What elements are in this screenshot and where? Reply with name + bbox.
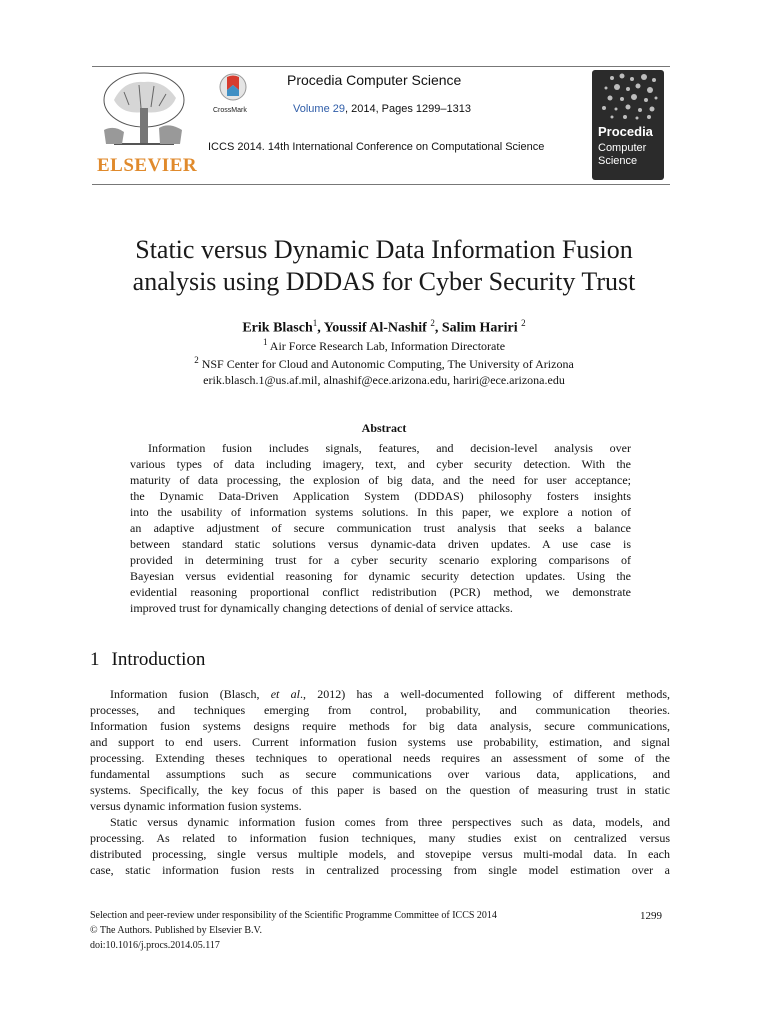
body-line: fundamental assumptions such as secure communications over various data, applications, and (90, 767, 670, 781)
footer-selection-note: Selection and peer-review under responsibility of the Scientific Programme Committee of ICCS 2014 (90, 910, 497, 921)
affiliation-text: NSF Center for Cloud and Autonomic Computing, The University of Arizona (198, 357, 574, 371)
volume-link[interactable]: Volume 29 (293, 103, 345, 115)
badge-line-procedia: Procedia (598, 124, 653, 139)
abstract-line: into the usability of information systems solutions. In this paper, we explore a notion of (130, 505, 631, 519)
body-line: processes, and techniques emerging from control, probability, and communication theories. (90, 703, 670, 717)
dot-pattern-icon (592, 70, 664, 122)
section-title: Introduction (111, 649, 206, 670)
abstract-line: improved trust for dynamically changing detections of denial of service attacks. (130, 601, 513, 615)
body-line: case, static information fusion rests in centralized processing from single model estimation over a (90, 863, 670, 877)
header-bottom-rule (92, 184, 670, 185)
section-number: 1 (90, 649, 100, 670)
crossmark-icon[interactable] (218, 72, 248, 106)
body-line: Information fusion systems designs require methods for big data analysis, secure communications, (90, 719, 670, 733)
body-line: and support to end users. Current information fusion systems use probability, estimation, and signal (90, 735, 670, 749)
abstract-line: an adaptive adjustment of secure communication trust analysis that seeks a balance (130, 521, 631, 535)
badge-line-computer: Computer (598, 142, 647, 154)
volume-info (293, 103, 471, 115)
body-line: processing. As related to information fusion techniques, many studies exist on centralized versus (90, 831, 670, 845)
abstract-line: between standard static solutions versus dynamic-data driven updates. A use case is (130, 537, 631, 551)
abstract-line: Information fusion includes signals, features, and decision-level analysis over (148, 441, 631, 455)
paper-title-line-1: Static versus Dynamic Data Information Fusion (135, 235, 633, 264)
body-line: distributed processing, single versus multiple models, and stovepipe versus multi-modal data. In each (90, 847, 670, 861)
journal-title: Procedia Computer Science (287, 72, 462, 88)
body-line (110, 687, 670, 702)
abstract-heading: Abstract (361, 421, 407, 435)
author-affiliation-sup: 2 (521, 318, 526, 328)
abstract-line: provided in determining trust for a cyber security scenario exploring comparisons of (130, 553, 631, 567)
procedia-badge (592, 70, 664, 180)
affiliation-marker: 1 (262, 337, 268, 347)
badge-line-science: Science (598, 155, 638, 167)
page-number: 1299 (640, 910, 662, 922)
author-affiliation-sup: 2 (430, 318, 435, 328)
body-text-emphasis: et al (270, 687, 300, 701)
affiliation-marker: 2 (194, 355, 199, 365)
abstract-line: various types of data including imagery, text, and cyber security detection. With the (130, 457, 631, 471)
author-name: , Salim Hariri (434, 320, 522, 336)
affiliation-2 (80, 355, 688, 372)
author-emails[interactable]: erik.blasch.1@us.af.mil, alnashif@ece.arizona.edu, hariri@ece.arizona.edu (203, 373, 565, 387)
body-line: systems. Specifically, the key focus of this paper is based on the question of measuring trust in static (90, 783, 670, 797)
body-line: Static versus dynamic information fusion comes from three perspectives such as data, models, and (110, 815, 670, 829)
elsevier-tree-logo (94, 70, 194, 156)
author-affiliation-sup: 1 (312, 318, 318, 328)
footer-copyright: © The Authors. Published by Elsevier B.V. (90, 925, 262, 936)
abstract-line: maturity of data processing, the explosion of big data, and the need for user acceptance; (130, 473, 631, 487)
body-line: processing. Extending theses techniques to operational needs requires an assessment of some of the (90, 751, 670, 765)
abstract-line: evidential reasoning proportional conflict redistribution (PCR) method, we demonstrate (130, 585, 631, 599)
paper-title-line-2: analysis using DDDAS for Cyber Security Trust (132, 267, 636, 296)
body-line: versus dynamic information fusion systems. (90, 799, 302, 813)
crossmark-label[interactable]: CrossMark (213, 107, 247, 114)
author-list (80, 318, 688, 337)
footer-doi[interactable]: doi:10.1016/j.procs.2014.05.117 (90, 940, 220, 951)
publisher-name: ELSEVIER (97, 155, 198, 176)
author-name: , Youssif Al-Nashif (317, 320, 431, 336)
volume-pages: , 2014, Pages 1299–1313 (344, 103, 471, 115)
header-top-rule (92, 66, 670, 67)
body-text: Information fusion (Blasch, (110, 687, 271, 701)
section-heading (90, 649, 205, 671)
author-name: Erik Blasch (242, 320, 313, 336)
affiliation-1 (80, 337, 688, 354)
abstract-line: the Dynamic Data-Driven Application System (DDDAS) philosophy fosters insights (130, 489, 631, 503)
affiliation-text: Air Force Research Lab, Information Directorate (267, 339, 506, 353)
conference-name: ICCS 2014. 14th International Conference on Computational Science (208, 141, 545, 153)
abstract-line: Bayesian versus evidential reasoning for dynamic security detection updates. Using the (130, 569, 631, 583)
body-text: ., 2012) has a well-documented following of different methods, (299, 687, 670, 701)
